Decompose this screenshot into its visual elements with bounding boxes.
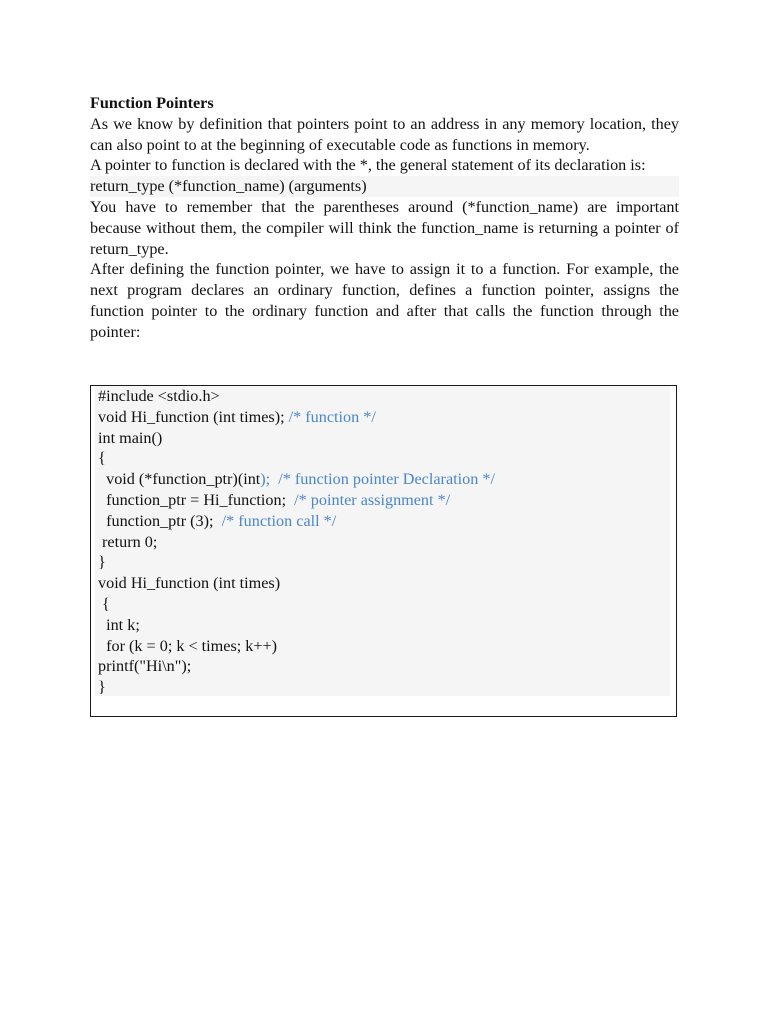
section-heading: Function Pointers — [90, 94, 214, 112]
code-line — [98, 448, 673, 469]
code-text: function_ptr = Hi_function; — [98, 490, 295, 509]
document-body — [90, 93, 679, 343]
code-line — [98, 656, 673, 677]
code-comment: /* function */ — [288, 407, 376, 426]
code-text: printf("Hi\n"); — [98, 657, 192, 676]
code-text: void Hi_function (int times); — [98, 407, 289, 426]
code-line — [98, 636, 673, 657]
code-text: for (k = 0; k < times; k++) — [98, 636, 278, 655]
code-line — [98, 428, 673, 449]
code-text: return 0; — [98, 532, 158, 551]
code-comment: ); /* function pointer Declaration */ — [260, 470, 495, 489]
paragraph-declaration-intro: A pointer to function is declared with the *, the general statement of its declaration is: — [90, 156, 646, 175]
paragraph-definition: As we know by definition that pointers point to an address in any memory location, they can also point to at the beginning of executable code as functions in memory. — [90, 114, 679, 154]
code-text: void Hi_function (int times) — [98, 574, 281, 593]
code-text: function_ptr (3); — [98, 511, 222, 530]
paragraph-parentheses-note: You have to remember that the parentheses around (*function_name) are important because without them, the compiler will think the function_name is returning a pointer of return_type. — [90, 197, 679, 258]
code-text: { — [98, 449, 106, 468]
code-comment: /* pointer assignment */ — [294, 490, 451, 509]
code-text: void (*function_ptr)(int — [98, 470, 261, 489]
code-text: #include <stdio.h> — [98, 387, 220, 405]
code-line — [98, 677, 673, 698]
code-text: { — [98, 594, 110, 613]
code-line — [98, 490, 673, 511]
code-text: int main() — [98, 428, 163, 447]
code-text: } — [98, 553, 106, 572]
code-text: int k; — [98, 615, 140, 634]
code-line — [98, 386, 673, 407]
code-line — [98, 552, 673, 573]
code-listing-box — [90, 385, 677, 717]
code-line — [98, 573, 673, 594]
declaration-syntax: return_type (*function_name) (arguments) — [90, 176, 679, 197]
paragraph-program-intro: After defining the function pointer, we have to assign it to a function. For example, the next program declares an ordinary function, defines a function pointer, assigns the function pointer to the ordinary function and after that calls the function through the pointer: — [90, 260, 679, 341]
code-line — [98, 407, 673, 428]
code-text: } — [98, 678, 106, 697]
code-line — [98, 469, 673, 490]
code-line — [98, 594, 673, 615]
code-line — [98, 532, 673, 553]
code-line — [98, 511, 673, 532]
code-listing — [98, 386, 673, 698]
code-line — [98, 615, 673, 636]
code-comment: /* function call */ — [221, 511, 337, 530]
